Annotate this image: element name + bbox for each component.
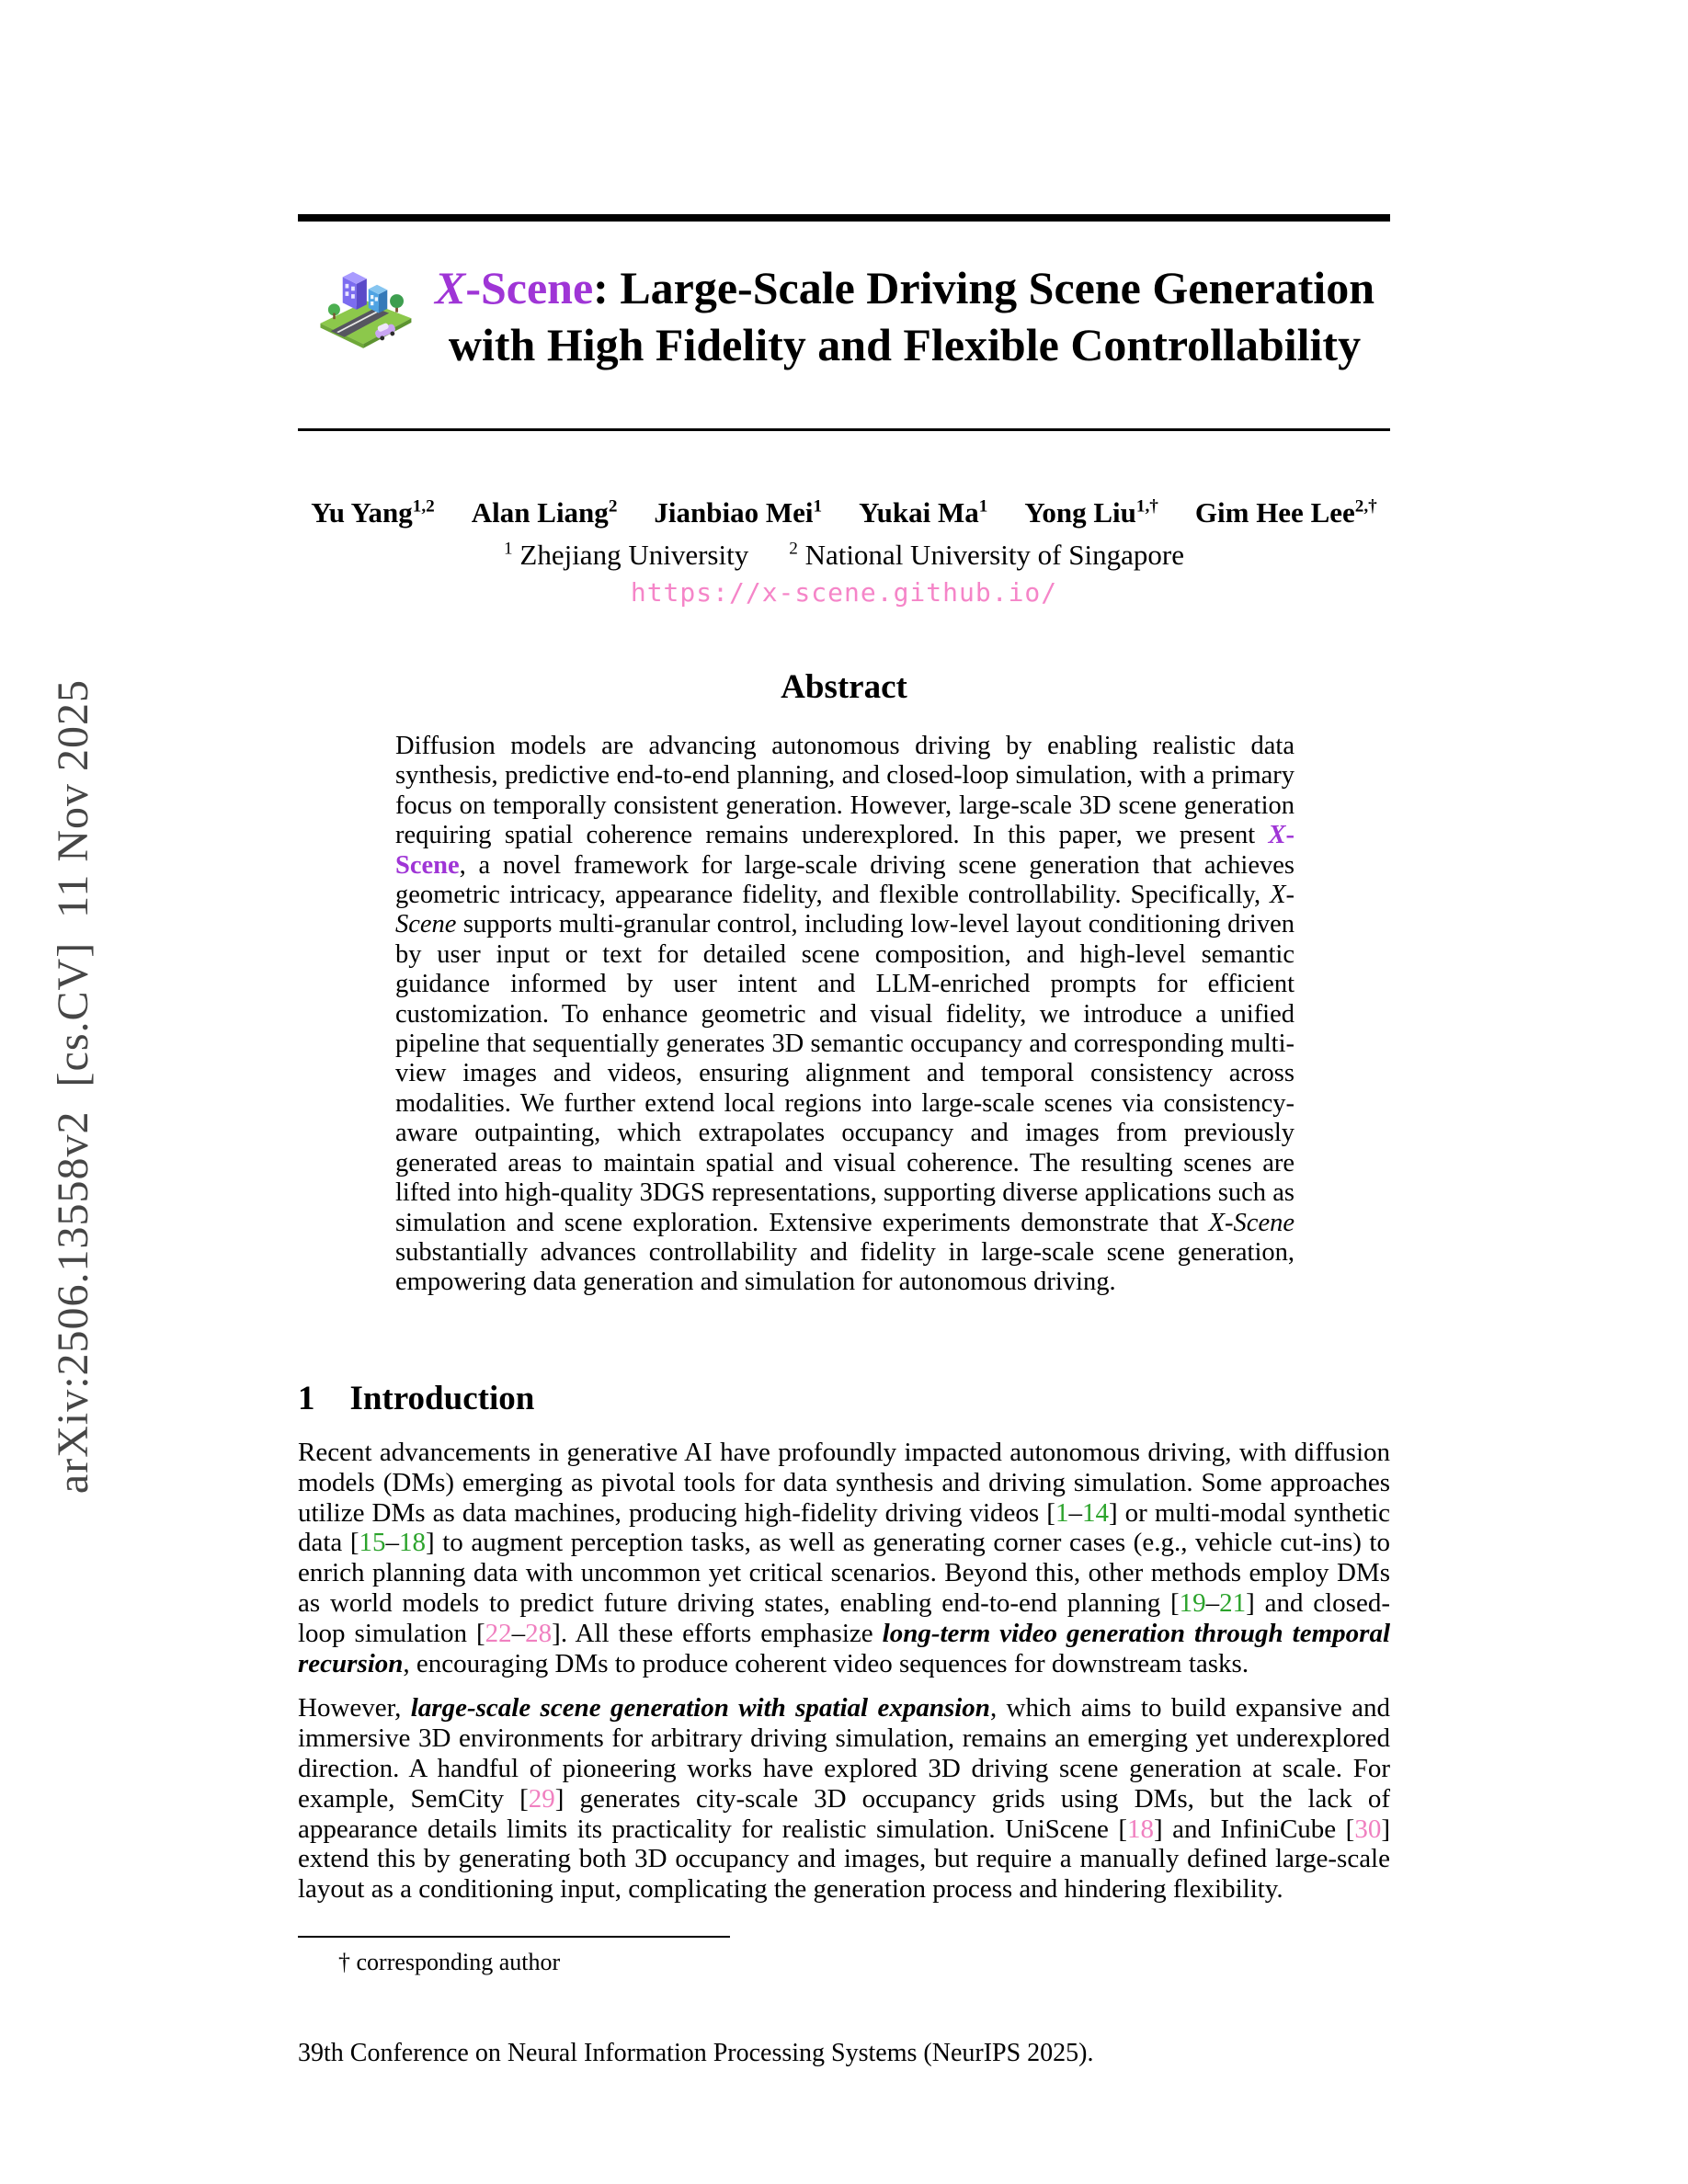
affiliation-list <box>298 539 1390 572</box>
text-segment: ] to augment perception tasks, as well as generating corner cases (e.g., vehicle cut-ins) to enrich planning data with uncommon yet critical scenarios. Beyond this, other methods employ DMs as world models to predict future driving states, enabling end-to-end planning [ <box>298 1528 1390 1618</box>
text-segment: – <box>1205 1587 1220 1618</box>
text-segment: : Large-Scale Driving Scene Generation <box>593 262 1375 313</box>
text-segment: supports multi-granular control, including low-level layout conditioning driven by user input or text for detailed scene composition, and high-level semantic guidance informed by user intent and LLM-enriched prompts for efficient customization. To enhance geometric and visual fidelity, we introduce a unified pipeline that sequentially generates 3D semantic occupancy and corresponding multi-view images and videos, ensuring alignment and temporal consistency across modalities. We further extend local regions into large-scale scenes via consistency-aware outpainting, which extrapolates occupancy and images from previously generated areas to maintain spatial and visual coherence. The resulting scenes are lifted into high-quality 3DGS representations, supporting diverse applications such as simulation and scene exploration. Extensive experiments demonstrate that <box>395 910 1295 1237</box>
text-segment: – <box>511 1618 526 1648</box>
citation-link[interactable]: 19 <box>1179 1587 1206 1618</box>
citation-link[interactable]: 18 <box>399 1528 427 1558</box>
affiliation-marker: 1 <box>504 539 513 559</box>
author-name <box>311 496 435 529</box>
citation-link[interactable]: 28 <box>525 1618 553 1648</box>
text-segment: – <box>1068 1497 1082 1528</box>
author-name-text: Gim Hee Lee <box>1194 496 1355 529</box>
corresponding-author-footnote: † corresponding author <box>338 1949 561 1975</box>
author-name <box>1195 496 1377 529</box>
affiliation-name-text: National University of Singapore <box>797 539 1184 571</box>
section-title: Introduction <box>349 1380 535 1417</box>
footnote-rule <box>298 1936 730 1938</box>
project-link-row <box>298 577 1390 608</box>
text-segment: X-Scene <box>395 881 1295 939</box>
text-segment: X <box>434 262 466 313</box>
citation-link[interactable]: 21 <box>1219 1587 1247 1618</box>
text-segment: -Scene <box>465 262 594 313</box>
text-segment: substantially advances controllability and fidelity in large-scale scene generation, empowering data generation and simulation for autonomous driving. <box>395 1237 1295 1297</box>
text-segment: ]. All these efforts emphasize <box>552 1618 883 1648</box>
text-segment: – <box>385 1528 400 1558</box>
paper-title-line1 <box>435 259 1374 316</box>
author-affiliation-marker: 1 <box>813 496 823 517</box>
title-rule-bottom <box>298 428 1390 431</box>
text-segment: , which aims to build expansive and immersive 3D environments for arbitrary driving simulation, remains an emerging yet underexplored direction. A handful of pioneering works have explored 3D driving scene generation at scale. For example, SemCity [ <box>298 1693 1390 1814</box>
abstract-text <box>395 732 1295 1298</box>
text-segment: ] and closed-loop simulation [ <box>298 1587 1390 1648</box>
abstract-heading: Abstract <box>781 668 907 706</box>
citation-link[interactable]: 18 <box>1127 1814 1155 1844</box>
text-segment: large-scale scene generation with spatial expansion <box>410 1693 990 1723</box>
title-block <box>298 259 1390 373</box>
author-name-text: Jianbiao Mei <box>654 496 814 529</box>
citation-link[interactable]: 29 <box>528 1783 555 1814</box>
citation-link[interactable]: 1 <box>1055 1497 1069 1528</box>
affiliation-name-text: Zhejiang University <box>512 539 749 571</box>
author-affiliation-marker: 1,† <box>1135 496 1158 517</box>
section-number: 1 <box>298 1380 315 1417</box>
introduction-text <box>298 1438 1390 1919</box>
text-segment: , encouraging DMs to produce coherent video sequences for downstream tasks. <box>403 1648 1249 1678</box>
text-segment: X <box>1268 821 1286 850</box>
author-name-text: Yong Liu <box>1024 496 1136 529</box>
author-affiliation-marker: 1 <box>978 496 988 517</box>
affiliation <box>504 539 748 571</box>
author-affiliation-marker: 2,† <box>1354 496 1377 517</box>
author-name-text: Yu Yang <box>311 496 413 529</box>
text-segment: long-term video generation through temporal recursion <box>298 1618 1390 1678</box>
text-segment: ] generates city-scale 3D occupancy grids using DMs, but the lack of appearance details limits its practicality for realistic simulation. UniScene [ <box>298 1783 1390 1844</box>
text-segment: -Scene <box>395 821 1295 880</box>
author-name <box>472 496 618 529</box>
paper-logo-icon <box>314 263 416 358</box>
intro-paragraph-1 <box>298 1438 1390 1678</box>
intro-paragraph-2 <box>298 1693 1390 1905</box>
citation-link[interactable]: 30 <box>1354 1814 1382 1844</box>
text-segment: , a novel framework for large-scale driving scene generation that achieves geometric intricacy, appearance fidelity, and flexible controllability. Specifically, <box>395 850 1295 910</box>
title-rule-top <box>298 214 1390 222</box>
author-name <box>859 496 987 529</box>
affiliation-marker: 2 <box>789 539 798 559</box>
citation-link[interactable]: 22 <box>485 1618 512 1648</box>
paper-title-line2: with High Fidelity and Flexible Controllability <box>448 319 1362 370</box>
text-segment: X-Scene <box>1208 1208 1295 1237</box>
author-list <box>261 496 1427 529</box>
author-name <box>1024 496 1158 529</box>
section-heading-introduction <box>298 1379 1390 1418</box>
citation-link[interactable]: 14 <box>1081 1497 1109 1528</box>
arxiv-watermark: arXiv:2506.13558v2 [cs.CV] 11 Nov 2025 <box>49 678 97 1495</box>
author-affiliation-marker: 2 <box>608 496 618 517</box>
conference-footer: 39th Conference on Neural Information Processing Systems (NeurIPS 2025). <box>298 2039 1094 2067</box>
text-segment: Diffusion models are advancing autonomous driving by enabling realistic data synthesis, predictive end-to-end planning, and closed-loop simulation, with a primary focus on temporally consistent generation. However, large-scale 3D scene generation requiring spatial coherence remains underexplored. In this paper, we present <box>395 732 1295 850</box>
citation-link[interactable]: 15 <box>359 1528 386 1558</box>
project-url-link[interactable]: https://x-scene.github.io/ <box>630 577 1058 608</box>
text-segment: ] or multi-modal synthetic data [ <box>298 1497 1390 1558</box>
affiliation <box>789 539 1184 571</box>
paper-title <box>435 259 1374 373</box>
text-segment: ] extend this by generating both 3D occupancy and images, but require a manually defined large-scale layout as a conditioning input, complicating the generation process and hindering flexibility. <box>298 1814 1390 1905</box>
author-name-text: Alan Liang <box>471 496 609 529</box>
author-affiliation-marker: 1,2 <box>412 496 435 517</box>
text-segment: Recent advancements in generative AI have profoundly impacted autonomous driving, with diffusion models (DMs) emerging as pivotal tools for data synthesis and driving simulation. Some approaches utilize DMs as data machines, producing high-fidelity driving videos [ <box>298 1438 1390 1528</box>
author-name-text: Yukai Ma <box>859 496 979 529</box>
text-segment: However, <box>298 1693 411 1723</box>
author-name <box>654 496 822 529</box>
text-segment: ] and InfiniCube [ <box>1154 1814 1355 1844</box>
